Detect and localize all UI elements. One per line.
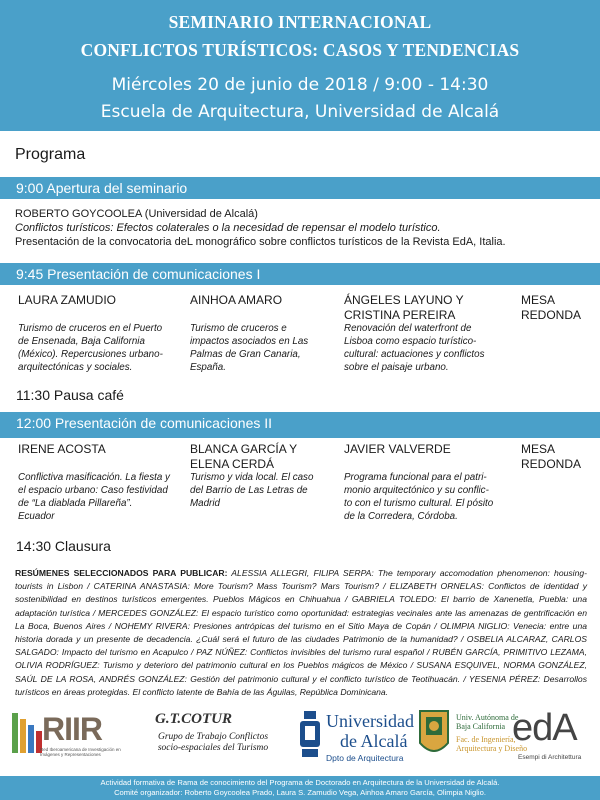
seminar-venue: Escuela de Arquitectura, Universidad de Alcalá (100, 102, 500, 122)
uah-name1: Universidad (326, 711, 414, 731)
riir-logo-text: RIIR (42, 711, 102, 747)
desc-line: (México). Repercusiones urbano- (18, 349, 163, 360)
riir-logo-sub: Red Iberoamericana de Investigación en Imágenes y Representaciones (40, 747, 121, 757)
opening-speaker-line (15, 208, 585, 222)
desc-line: de “La diablada Pillareña”. (18, 498, 133, 509)
uabc-crest-icon (418, 709, 450, 759)
riir-icon (12, 713, 42, 753)
s2-speaker-name2: ELENA CERDÁ (190, 457, 275, 471)
desc-line: Renovación del waterfront de (344, 323, 472, 334)
eda-logo-sub: Esempi di Architettura (518, 754, 582, 761)
uabc-sub2: Arquitectura y Diseño (456, 744, 528, 753)
gtcotur-sub2: socio-espaciales del Turismo (157, 743, 269, 753)
band-underline (0, 434, 600, 438)
gtcotur-sub1: Grupo de Trabajo Conflictos (157, 732, 269, 742)
band-opening: 9:00 Apertura del seminario (0, 177, 600, 199)
desc-line: del Barrio de Las Letras de (190, 485, 308, 496)
desc-line: de Ensenada, Baja California (18, 336, 145, 347)
band-session1: 9:45 Presentación de comunicaciones I (0, 263, 600, 285)
desc-line: el espacio urbano: Caso festividad (18, 485, 168, 496)
gtcotur-logo-text: G.T.COTUR (155, 711, 232, 727)
desc-line: Ecuador (18, 511, 55, 522)
desc-line: Turismo de cruceros en el Puerto (18, 323, 163, 334)
s1-speaker-name: ÁNGELES LAYUNO Y (344, 293, 464, 307)
s1-speaker-name: LAURA ZAMUDIO (18, 293, 117, 307)
header-banner (0, 0, 600, 131)
seminar-subtitle: CONFLICTOS TURÍSTICOS: CASOS Y TENDENCIAS (80, 40, 520, 60)
s1-speaker-name: AINHOA AMARO (190, 293, 283, 307)
s2-speaker-name: BLANCA GARCÍA Y (190, 442, 298, 456)
s2-speaker-desc (190, 471, 340, 510)
desc-line: impactos asociados en Las (190, 336, 309, 347)
footer-line2: Comité organizador: Roberto Goycoolea Prado, Laura S. Zamudio Vega, Ainhoa Amaro García, Olimpia Niglio. (114, 788, 486, 797)
desc-line: arquitectónicas y sociales. (18, 362, 133, 373)
s2-roundtable2: REDONDA (521, 457, 582, 471)
desc-line: Turismo y vida local. El caso (190, 472, 314, 483)
logo-strip (0, 705, 600, 775)
s1-speaker-desc (190, 322, 340, 374)
desc-line: España. (190, 362, 226, 373)
desc-line: monio arquitectónico y su conflic- (344, 485, 489, 496)
uah-dept: Dpto de Arquitectura (326, 753, 404, 763)
eda-logo-text: edA (512, 707, 577, 749)
s2-speaker-desc (344, 471, 514, 523)
desc-line: Programa funcional para el patri- (344, 472, 487, 483)
s1-speaker-desc (18, 322, 188, 374)
opening-presentation: Presentación de la convocatoria deL monográfico sobre conflictos turísticos de la Revista EdA, Italia. (15, 236, 506, 248)
opening-affiliation: (Universidad de Alcalá) (141, 208, 258, 220)
seminar-title: SEMINARIO INTERNACIONAL (168, 12, 432, 32)
band-session2: 12:00 Presentación de comunicaciones II (0, 412, 600, 434)
s1-speaker-desc (344, 322, 514, 374)
program-title: Programa (15, 146, 86, 163)
closing: 14:30 Clausura (16, 538, 111, 554)
s2-speaker-name: JAVIER VALVERDE (344, 442, 451, 456)
seminar-date: Miércoles 20 de junio de 2018 / 9:00 - 14:30 (111, 75, 489, 95)
desc-line: Palmas de Gran Canaria, (190, 349, 301, 360)
abstracts-label: RESÚMENES SELECCIONADOS PARA PUBLICAR: (15, 568, 228, 578)
uabc-name1: Univ. Autónoma de (456, 713, 519, 722)
s2-speaker-name: IRENE ACOSTA (18, 442, 106, 456)
s1-roundtable2: REDONDA (521, 308, 582, 322)
s1-roundtable: MESA (521, 293, 556, 307)
opening-speaker: ROBERTO GOYCOOLEA (15, 208, 142, 220)
uabc-sub1: Fac. de Ingeniería, (456, 735, 516, 744)
desc-line: Madrid (190, 498, 220, 509)
desc-line: Conflictiva masificación. La fiesta y (18, 472, 170, 483)
desc-line: Lisboa como espacio turístico- (344, 336, 477, 347)
opening-talk: Conflictos turísticos: Efectos colaterales o la necesidad de repensar el modelo turístico. (15, 222, 441, 234)
footer (0, 776, 600, 800)
desc-line: de la Corredera, Córdoba. (344, 511, 458, 522)
footer-line1: Actividad formativa de Rama de conocimiento del Programa de Doctorado en Arquitectura de la Universidad de Alcalá. (100, 778, 500, 787)
uah-name2: de Alcalá (340, 731, 408, 751)
desc-line: to con el turismo cultural. El pósito (344, 498, 494, 509)
desc-line: Turismo de cruceros e (190, 323, 287, 334)
s2-speaker-desc (18, 471, 193, 523)
desc-line: sobre el paisaje urbano. (344, 362, 449, 373)
uah-crest-icon (298, 711, 322, 759)
s2-roundtable: MESA (521, 442, 556, 456)
uabc-name2: Baja California (456, 722, 506, 731)
abstracts-text: ALESSIA ALLEGRI, FILIPA SERPA: The temporary accomodation phenomenon: housing-tourists in Lisbon / CATERINA ANASTASIA: More Tourism? Mass Tourism? Mars Tourism? / ELIZABETH ORNELAS: Conflictos de identidad y sostenibilidad en destinos turísticos emergentes. Pueblos Mágicos en Chihuahua / GABRIELA TOLEDO: El barrio de Xanenetla, Puebla: una adaptación turística / MERCEDES GONZÁLEZ: El espacio turístico como oportunidad: estrategias vecinales ante las amenazas de gentrificación en La Boca, Buenos Aires / NOHEMY RIVERA: Presiones antrópicas del turismo en el Sitio Maya de Copán / OLIMPIA NIGLIO: Venecia: entre una historia dorada y un presente de decadencia. ¿Cuál será el futuro de las ciudades Patrimonio de la humanidad? / OSBELIA ALCARAZ, CARLOS SALGADO: Impacto del turismo en Acapulco / PAZ NÚÑEZ: Conflictos invisibles del turismo rural español / RUBÉN GARCÍA, PRIMITIVO LEZAMA, OLIVIA RODRÍGUEZ: Turismo y deterioro del patrimonio cultural en los Pueblos mágicos de México / SUSANA ESQUIVEL, NORMA GONZÁLEZ, SAÚL DE LA ROSA, ANDRÉS GONZÁLEZ: Gestión del patrimonio cultural y el conflicto turístico de Teotihuacán. / YESENIA PÉREZ: Desarrollos turísticos en áreas protegidas. El conflicto latente de Bahía de las Águilas, República Dominicana. (15, 568, 588, 697)
coffee-break: 11:30 Pausa café (16, 387, 124, 403)
selected-abstracts (15, 567, 587, 699)
s1-speaker-name2: CRISTINA PEREIRA (344, 308, 456, 322)
desc-line: cultural: actuaciones y conflictos (344, 349, 485, 360)
